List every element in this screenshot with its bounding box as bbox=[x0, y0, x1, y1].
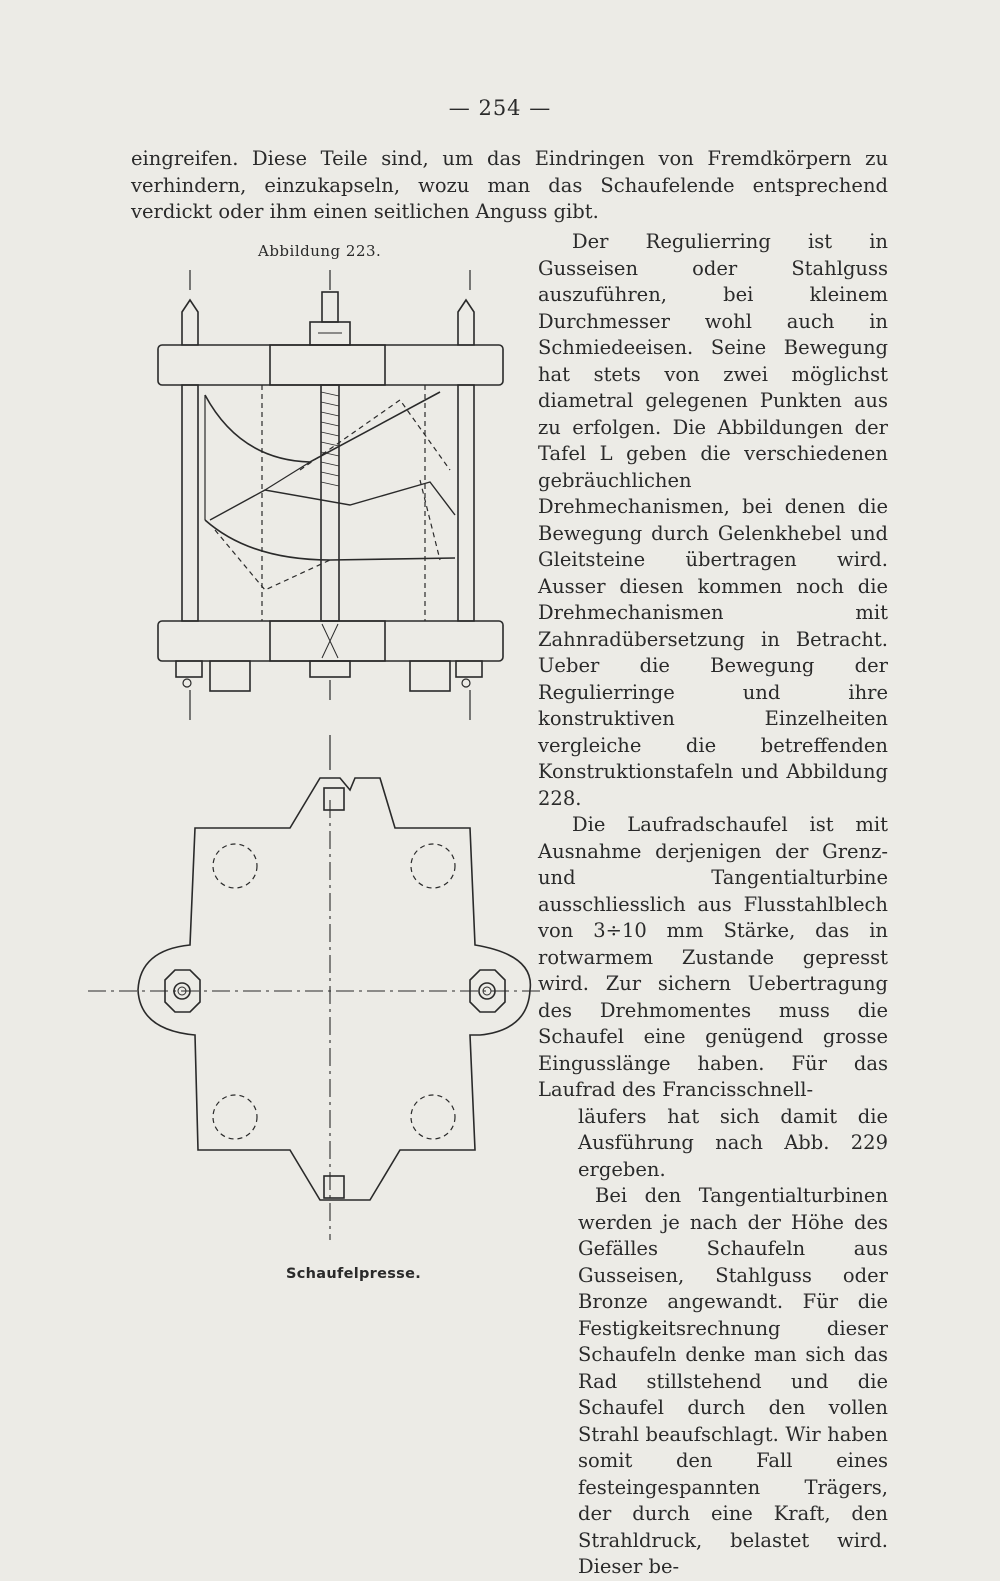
top-crossbeam bbox=[158, 345, 503, 385]
schaufelpresse-drawing bbox=[80, 255, 540, 1265]
page-number: — 254 — bbox=[448, 96, 552, 120]
left-rod-tip bbox=[182, 300, 198, 345]
press-plan bbox=[88, 778, 540, 1240]
figure-label: Abbildung 223. bbox=[258, 242, 382, 260]
indented-block bbox=[538, 1104, 888, 1581]
lower-die-curve bbox=[205, 520, 455, 560]
paragraph-2-continued: läufers hat sich damit die Ausführung nach Abb. 229 ergeben. bbox=[578, 1104, 888, 1181]
paragraph-1: Der Regulierring ist in Gusseisen oder Stahlguss auszuführen, bei kleinem Durchmesser wohl auch in Schmiedeeisen. Seine Bewegung hat stets von zwei möglichst diametral gelegenen Punkten aus zu erfolgen. Die Abbildungen der Tafel L geben die verschiedenen gebräuchlichen Drehmechanismen, bei denen die Bewegung durch Gelenkhebel und Gleitsteine übertragen wird. Ausser diesen kommen noch die Drehmechanismen mit Zahnradübersetzung in Betracht. Ueber die Bewegung der Regulierringe und ihre konstruktiven Einzelheiten vergleiche die betreffenden Konstruktionstafeln und Abbildung 228. bbox=[538, 230, 888, 810]
paragraph-2: Die Laufradschaufel ist mit Ausnahme derjenigen der Grenz- und Tangentialturbine ausschliesslich aus Flusstahlblech von 3÷10 mm Stärke, das in rotwarmem Zustande gepresst wird. Zur sichern Uebertragung des Drehmomentes muss die Schaufel eine genügend grosse Eingusslänge haben. Für das Laufrad des Francisschnell- bbox=[538, 813, 888, 1101]
plan-bottom-nut bbox=[324, 1176, 344, 1198]
paragraph-3-flow: Bei den Tangentialturbinen werden je nach der Höhe des Gefälles Schaufeln aus Gusseisen, Stahlguss oder Bronze angewandt. Für die Festigkeitsrechnung dieser Schaufeln denke man sich das Rad stillstehend und die Schaufel durch den vollen Strahl beaufschlagt. Wir haben somit den Fall eines festeingespannten Trägers, der durch eine Kraft, den Strahldruck, belastet wird. Dieser be- bbox=[578, 1184, 888, 1578]
right-rod bbox=[458, 385, 474, 621]
intro-paragraph bbox=[131, 146, 888, 226]
right-column bbox=[538, 229, 888, 1581]
plan-top-nut bbox=[324, 788, 344, 810]
figure-caption: Schaufelpresse. bbox=[286, 1266, 422, 1282]
press-elevation bbox=[158, 270, 503, 720]
bottom-center-block bbox=[270, 621, 385, 661]
plan-outline bbox=[138, 778, 530, 1200]
left-foot bbox=[210, 661, 250, 691]
right-foot bbox=[410, 661, 450, 691]
spindle-bottom-block bbox=[310, 661, 350, 677]
right-rod-tip bbox=[458, 300, 474, 345]
left-rod bbox=[182, 385, 198, 621]
spindle-top bbox=[322, 292, 338, 322]
spindle-thread bbox=[321, 392, 339, 486]
left-nut bbox=[176, 661, 202, 677]
top-center-block bbox=[270, 345, 385, 385]
intro-text: eingreifen. Diese Teile sind, um das Eindringen von Fremdkörpern zu verhindern, einzukapseln, wozu man das Schaufelende entsprechend verdickt oder ihm einen seitlichen Anguss gibt. bbox=[131, 147, 888, 223]
hidden-lines bbox=[215, 385, 450, 621]
right-nut bbox=[456, 661, 482, 677]
